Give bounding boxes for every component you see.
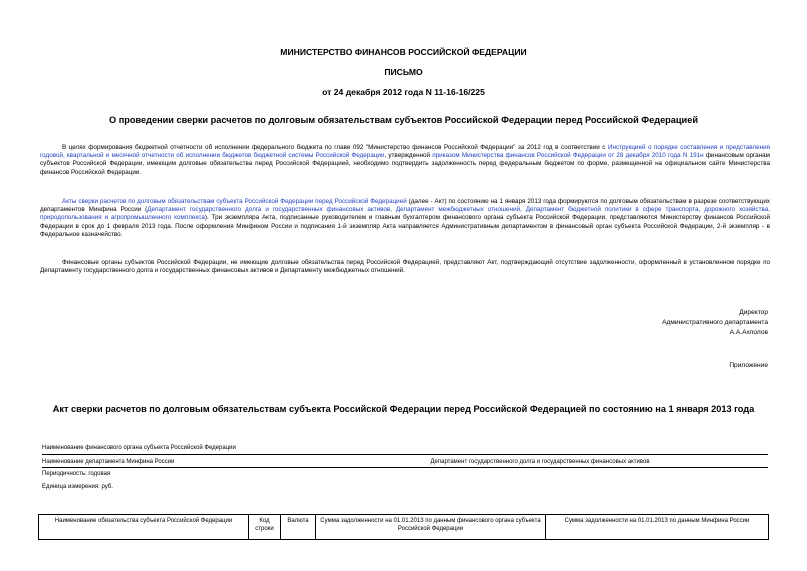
document-date-number: от 24 декабря 2012 года N 11-16-16/225: [322, 87, 485, 97]
paragraph-text: (далее - Акт) по состоянию на 1 января 2013 года формируются по долговым обязательствам в разрезе соответствующих департаментов Минфина России (: [40, 198, 770, 214]
paragraph-text: , утвержденной: [384, 152, 433, 160]
col-obligation-name: Наименование обязательства субъекта Российской Федерации: [39, 515, 249, 540]
act-title: Акт сверки расчетов по долговым обязательствам субъекта Российской Федерации перед Российской Федерацией по состоянию на 1 января 2013 года: [52, 404, 755, 414]
act-table: [38, 514, 769, 540]
body-paragraph-3: [40, 259, 770, 275]
departments-link[interactable]: Департамент государственного долга и государственных финансовых активов, Департамент межбюджетных отношений, Департамент бюджетной политики в сфере транспорта, дорожного хозяйства, природопользования и агропромышленного комплекса: [40, 206, 770, 222]
document-type: ПИСЬМО: [384, 67, 423, 77]
document-subject: О проведении сверки расчетов по долговым обязательствам субъектов Российской Федерации перед Российской Федерацией: [109, 115, 698, 125]
signature-department: Административного департамента: [662, 319, 768, 326]
ministry-title: МИНИСТЕРСТВО ФИНАНСОВ РОССИЙСКОЙ ФЕДЕРАЦИИ: [280, 47, 527, 57]
body-paragraph-2: [40, 198, 770, 239]
appendix-label: Приложение: [729, 362, 768, 369]
field-department-line: [42, 467, 768, 468]
field-periodicity: Периодичность: годовая: [42, 471, 111, 477]
paragraph-text: финансовым органам субъектов Российской Федерации, имеющим долговые обязательства перед Российской Федерацией, необходимо подтвердить задолженность перед федеральным бюджетом по форме, размещенной на официальном сайте Министерства финансов Российской Федерации.: [40, 152, 770, 176]
field-department-label: Наименование департамента Минфина России: [42, 459, 175, 465]
instruction-link[interactable]: Инструкцией о порядке составления и представления годовой, квартальной и месячной отчетности об исполнении бюджетов бюджетной системы Российской Федерации: [40, 144, 771, 160]
signature-position: Директор: [739, 309, 768, 316]
field-financial-body-label: Наименование финансового органа субъекта Российской Федерации: [42, 445, 236, 451]
col-debt-financial-body: Сумма задолженности на 01.01.2013 по данным финансового органа субъекта Российской Федерации: [316, 515, 546, 540]
paragraph-text: ). Три экземпляра Акта, подписанные руководителем и главным бухгалтером финансового органа субъекта Российской Федерации, представляются Министерству финансов Российской Федерации в срок до 1 февраля 2013 года. После оформления Минфином России и подписания 1-й экземпляр Акта направляется Административным департаментом в финансовый орган субъекта Российской Федерации, 2-й экземпляр - в Федеральное казначейство.: [40, 214, 770, 238]
col-line-code: Код строки: [249, 515, 281, 540]
paragraph-text: В целях формирования бюджетной отчетности об исполнении федерального бюджета по главе 092 "Министерство финансов Российской Федерации" за 2012 год в соответствии с: [62, 144, 608, 151]
order-link[interactable]: приказом Министерства финансов Российской Федерации от 28 декабря 2010 года N 191н: [432, 152, 704, 160]
act-form-link[interactable]: Акты сверки расчетов по долговым обязательствам субъекта Российской Федерации перед Российской Федерацией: [62, 198, 407, 205]
field-financial-body-line: [42, 454, 768, 455]
signature-name: А.А.Ахполов: [729, 329, 768, 336]
signature-block: [662, 308, 768, 338]
paragraph-text: Финансовые органы субъектов Российской Федерации, не имеющие долговые обязательства перед Российской Федерацией, представляют Акт, подтверждающий отсутствие задолженности, оформленный в установленном порядке по Департаменту государственного долга и государственных финансовых активов и Департаменту межбюджетных отношений.: [40, 259, 770, 275]
col-currency: Валюта: [281, 515, 316, 540]
field-department-value: Департамент государственного долга и государственных финансовых активов: [430, 459, 650, 465]
col-debt-minfin: Сумма задолженности на 01.01.2013 по данным Минфина России: [546, 515, 769, 540]
table-header-row: [39, 515, 769, 540]
field-unit: Единица измерения: руб.: [42, 484, 113, 490]
body-paragraph-1: [40, 144, 770, 177]
